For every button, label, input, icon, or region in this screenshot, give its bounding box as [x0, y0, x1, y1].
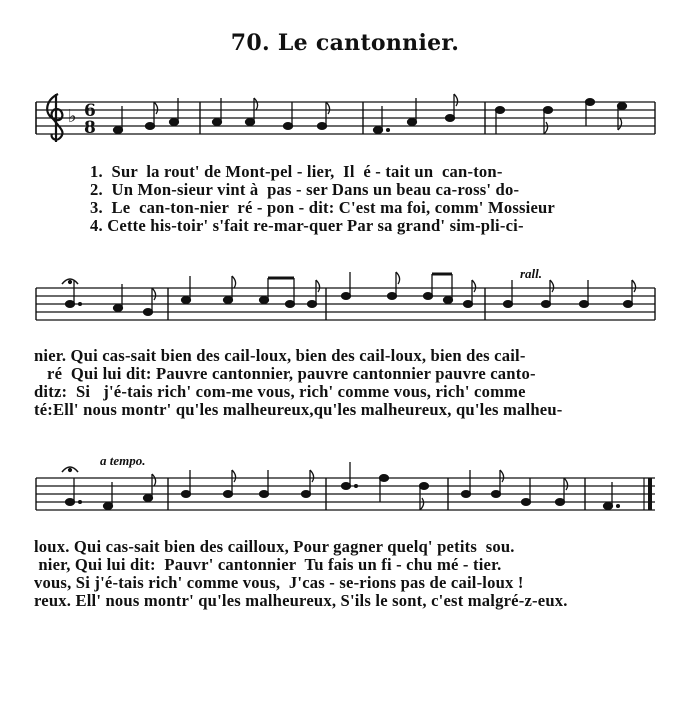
lyric-line: 1. Sur la rout' de Mont-pel - lier, Il é - tait un can-ton- [90, 162, 503, 181]
fermata-icon [62, 279, 78, 284]
time-sig-bottom: 8 [84, 118, 96, 138]
staff-system-3 [0, 460, 690, 530]
lyric-line: té:Ell' nous montr' qu'les malheureux,qu'les malheureux, qu'les malheu- [34, 400, 563, 419]
lyric-line: vous, Si j'é-tais rich' comme vous, J'cas - se-rions pas de cail-loux ! [34, 573, 524, 592]
lyric-line: ditz: Si j'é-tais rich' com-me vous, rich' comme vous, rich' comme [34, 382, 526, 401]
lyric-line: nier. Qui cas-sait bien des cail-loux, bien des cail-loux, bien des cail- [34, 346, 526, 365]
lyric-line: loux. Qui cas-sait bien des cailloux, Pour gagner quelq' petits sou. [34, 537, 515, 556]
song-title: 70. Le cantonnier. [230, 30, 460, 56]
flat-sign-icon: ♭ [68, 106, 77, 127]
notes-system-2 [66, 272, 636, 315]
lyric-line: 4. Cette his-toir' s'fait re-mar-quer Par sa grand' sim-pli-ci- [90, 216, 524, 235]
time-sig-top: 6 [84, 101, 96, 121]
lyric-line: nier, Qui lui dit: Pauvr' cantonnier Tu fais un fi - chu mé - tier. [34, 555, 502, 574]
lyric-line: reux. Ell' nous montr' qu'les malheureux, S'ils le sont, c'est malgré-z-eux. [34, 591, 568, 610]
staff-system-1 [0, 88, 690, 158]
a-tempo-annotation: a tempo. [100, 453, 146, 468]
lyric-line: 3. Le can-ton-nier ré - pon - dit: C'est ma foi, comm' Mossieur [90, 198, 555, 217]
notes-system-1 [114, 94, 627, 134]
lyric-line: ré Qui lui dit: Pauvre cantonnier, pauvre cantonnier pauvre canto- [34, 364, 536, 383]
fermata-icon [62, 467, 78, 472]
rall-annotation: rall. [520, 266, 543, 281]
lyric-line: 2. Un Mon-sieur vint à pas - ser Dans un beau ca-ross' do- [90, 180, 520, 199]
staff-system-2 [0, 270, 690, 340]
